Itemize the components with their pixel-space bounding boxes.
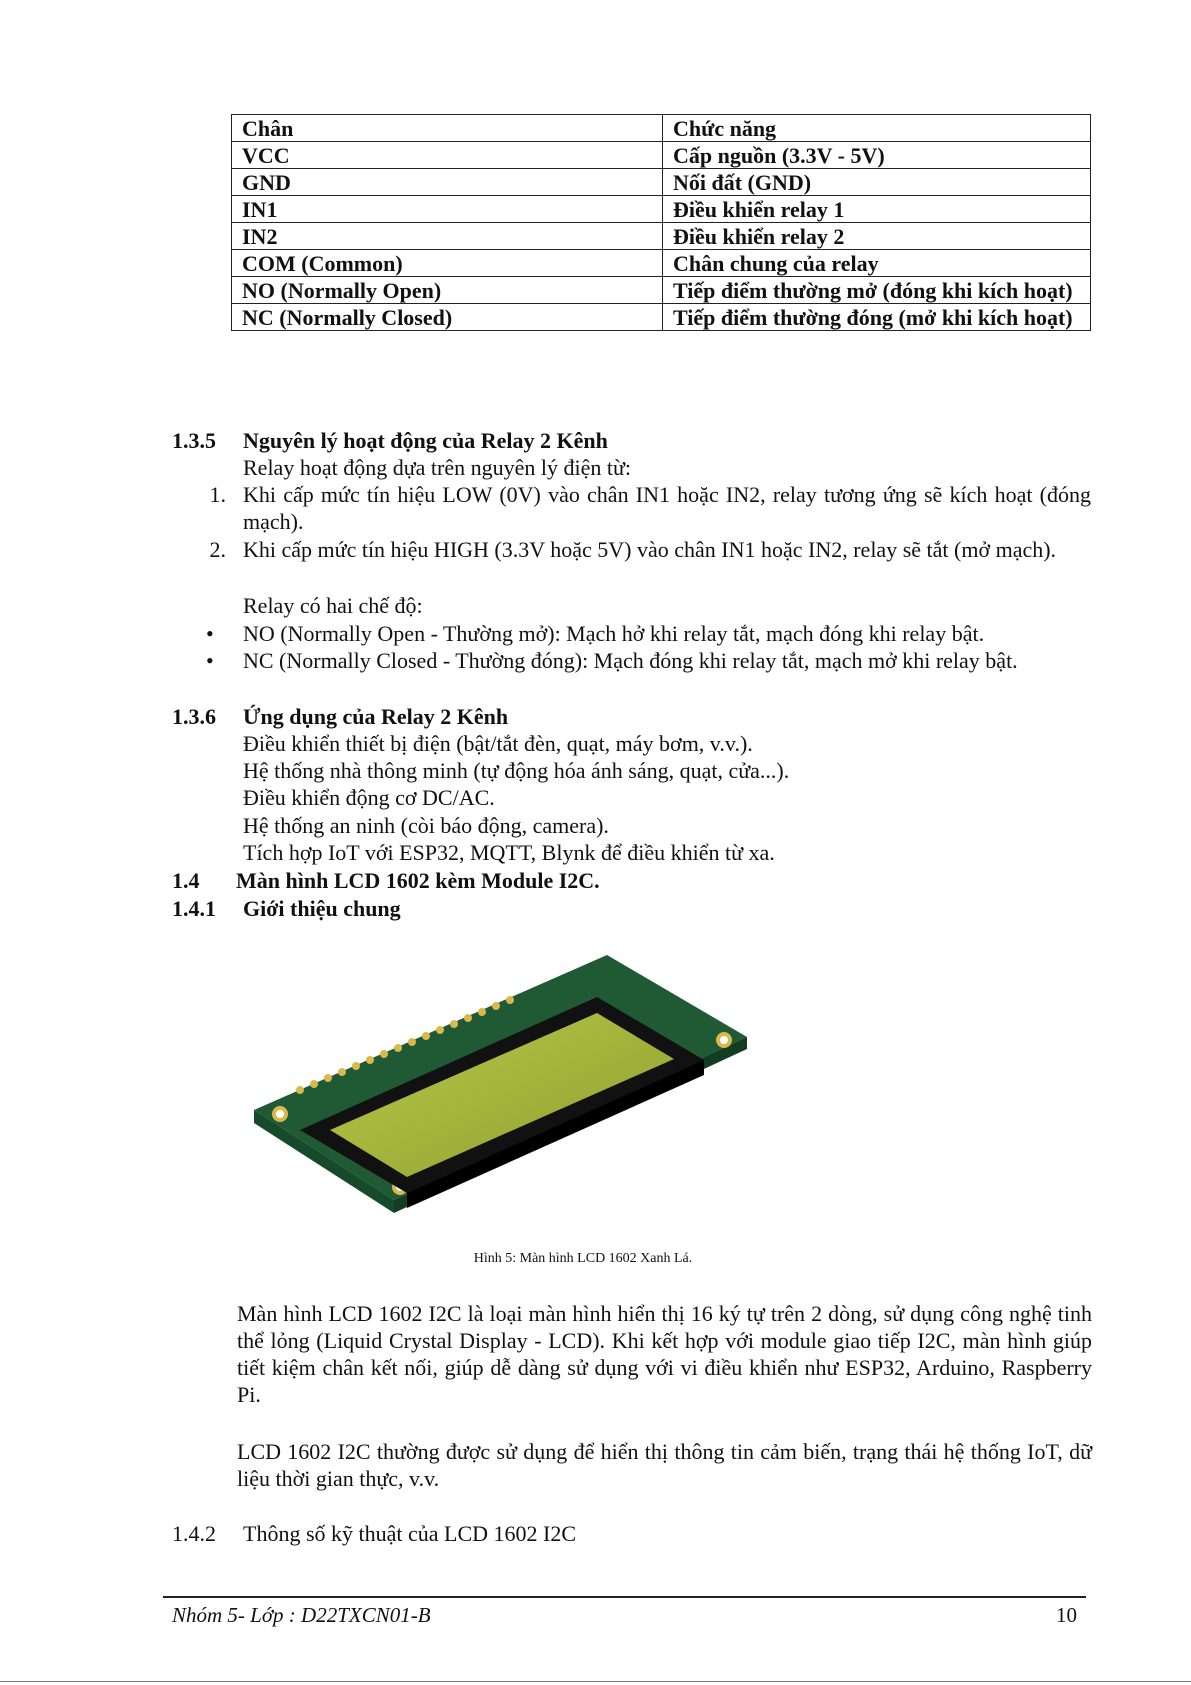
bullet-icon: • — [206, 648, 214, 673]
section-number: 1.4 — [172, 868, 200, 893]
section-title: Thông số kỹ thuật của LCD 1602 I2C — [243, 1521, 577, 1546]
list-item — [190, 647, 1091, 674]
paragraph: Màn hình LCD 1602 I2C là loại màn hình hiển thị 16 ký tự trên 2 dòng, sử dụng công nghệ tinh thể lỏng (Liquid Crystal Display - LCD). Khi kết hợp với module giao tiếp I2C, màn hình giúp tiết kiệm chân kết nối, giúp dễ dàng sử dụng với vi điều khiển như ESP32, Arduino, Raspberry Pi. — [237, 1301, 1092, 1407]
paragraph: LCD 1602 I2C thường được sử dụng để hiển thị thông tin cảm biến, trạng thái hệ thống IoT, dữ liệu thời gian thực, v.v. — [237, 1439, 1092, 1491]
table-cell: COM (Common) — [232, 250, 663, 277]
table-cell: Điều khiển relay 1 — [663, 196, 1091, 223]
table-cell: Điều khiển relay 2 — [663, 223, 1091, 250]
table-row — [232, 196, 1091, 223]
list-item — [190, 481, 1091, 535]
table-cell: GND — [232, 169, 663, 196]
table-cell: IN1 — [232, 196, 663, 223]
section-number: 1.4.1 — [172, 896, 216, 921]
pin-function-table — [231, 114, 1091, 331]
bullet-icon: • — [206, 621, 214, 646]
table-header-row — [232, 115, 1091, 142]
table-cell: Chân chung của relay — [663, 250, 1091, 277]
list-text: NO (Normally Open - Thường mở): Mạch hở khi relay tắt, mạch đóng khi relay bật. — [243, 621, 985, 646]
list-item — [190, 620, 1091, 647]
list-text: NC (Normally Closed - Thường đóng): Mạch đóng khi relay tắt, mạch mở khi relay bật. — [243, 648, 1018, 673]
application-item: Hệ thống an ninh (còi báo động, camera). — [243, 813, 609, 838]
list-text: Khi cấp mức tín hiệu LOW (0V) vào chân IN1 hoặc IN2, relay tương ứng sẽ kích hoạt (đóng mạch). — [243, 482, 1091, 534]
table-cell: NO (Normally Open) — [232, 277, 663, 304]
lcd-module-image — [242, 925, 770, 1247]
table-cell: Cấp nguồn (3.3V - 5V) — [663, 142, 1091, 169]
table-row — [232, 304, 1091, 331]
lcd-1602-module-icon — [242, 925, 770, 1247]
section-title: Màn hình LCD 1602 kèm Module I2C. — [236, 868, 600, 893]
section-title: Ứng dụng của Relay 2 Kênh — [243, 704, 509, 729]
list-marker: 2. — [209, 537, 226, 562]
section-number: 1.4.2 — [172, 1521, 216, 1546]
table-row — [232, 250, 1091, 277]
section-intro: Relay hoạt động dựa trên nguyên lý điện từ: — [243, 455, 631, 480]
application-item: Hệ thống nhà thông minh (tự động hóa ánh sáng, quạt, cửa...). — [243, 758, 790, 783]
application-item: Tích hợp IoT với ESP32, MQTT, Blynk để điều khiển từ xa. — [243, 840, 775, 865]
table-cell: IN2 — [232, 223, 663, 250]
section-number: 1.3.6 — [172, 704, 216, 729]
table-row — [232, 223, 1091, 250]
section-title: Giới thiệu chung — [243, 896, 401, 921]
list-item — [190, 536, 1091, 590]
section-number: 1.3.5 — [172, 428, 216, 453]
figure-caption: Hình 5: Màn hình LCD 1602 Xanh Lá. — [473, 1251, 693, 1266]
table-cell: Tiếp điểm thường mở (đóng khi kích hoạt) — [663, 277, 1091, 304]
table-cell: NC (Normally Closed) — [232, 304, 663, 331]
table-header-cell: Chức năng — [663, 115, 1091, 142]
page-edge-divider — [0, 1681, 1191, 1682]
application-item: Điều khiển động cơ DC/AC. — [243, 785, 495, 810]
list-marker: 1. — [209, 482, 226, 507]
application-item: Điều khiển thiết bị điện (bật/tắt đèn, quạt, máy bơm, v.v.). — [243, 731, 753, 756]
modes-intro: Relay có hai chế độ: — [243, 593, 423, 618]
table-header-cell: Chân — [232, 115, 663, 142]
list-text: Khi cấp mức tín hiệu HIGH (3.3V hoặc 5V) vào chân IN1 hoặc IN2, relay sẽ tắt (mở mạch). — [243, 537, 1057, 562]
table-cell: VCC — [232, 142, 663, 169]
table-cell: Nối đất (GND) — [663, 169, 1091, 196]
footer-group-label: Nhóm 5- Lớp : D22TXCN01-B — [172, 1603, 431, 1627]
table-row — [232, 169, 1091, 196]
footer-divider — [163, 1596, 1086, 1598]
page-number: 10 — [1056, 1603, 1077, 1627]
table-cell: Tiếp điểm thường đóng (mở khi kích hoạt) — [663, 304, 1091, 331]
table-row — [232, 277, 1091, 304]
section-title: Nguyên lý hoạt động của Relay 2 Kênh — [243, 428, 608, 453]
table-row — [232, 142, 1091, 169]
